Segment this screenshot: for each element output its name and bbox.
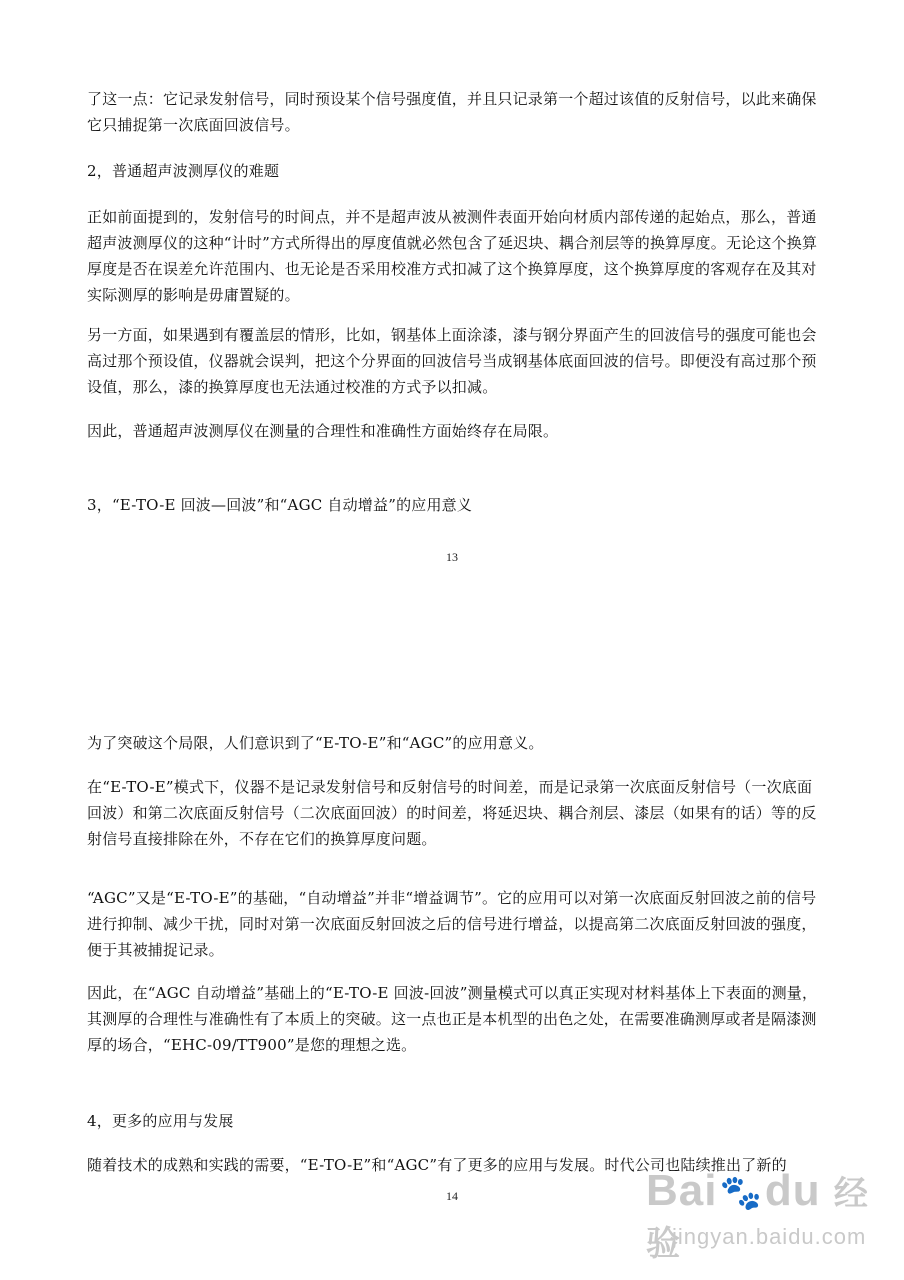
paragraph: 为了突破这个局限，人们意识到了“E-TO-E”和“AGC”的应用意义。 bbox=[87, 734, 544, 752]
paragraph: 因此，普通超声波测厚仪在测量的合理性和准确性方面始终存在局限。 bbox=[87, 422, 559, 440]
paragraph: 在“E-TO-E”模式下，仪器不是记录发射信号和反射信号的时间差，而是记录第一次底面反射信号（一次底面回波）和第二次底面反射信号（二次底面回波）的时间差，将延迟块、耦合剂层、漆层（如果有的话）等的反射信号直接排除在外，不存在它们的换算厚度问题。 bbox=[87, 778, 817, 848]
watermark-logo bbox=[646, 1166, 886, 1266]
paragraph: 另一方面，如果遇到有覆盖层的情形，比如，钢基体上面涂漆，漆与钢分界面产生的回波信号的强度可能也会高过那个预设值，仪器就会误判，把这个分界面的回波信号当成钢基体底面回波的信号。即便没有高过那个预设值，那么，漆的换算厚度也无法通过校准的方式予以扣减。 bbox=[87, 326, 817, 396]
watermark-url: jingyan.baidu.com bbox=[672, 1224, 867, 1249]
section-heading-2: 2，普通超声波测厚仪的难题 bbox=[87, 162, 280, 180]
watermark-logo-left: Bai bbox=[646, 1166, 718, 1215]
paragraph: 随着技术的成熟和实践的需要，“E-TO-E”和“AGC”有了更多的应用与发展。时代公司也陆续推出了新的 bbox=[87, 1156, 787, 1174]
paragraph: 了这一点：它记录发射信号，同时预设某个信号强度值，并且只记录第一个超过该值的反射信号，以此来确保它只捕捉第一次底面回波信号。 bbox=[87, 90, 817, 134]
paragraph: 正如前面提到的，发射信号的时间点，并不是超声波从被测件表面开始向材质内部传递的起始点，那么，普通超声波测厚仪的这种“计时”方式所得出的厚度值就必然包含了延迟块、耦合剂层等的换算厚度。无论这个换算厚度是否在误差允许范围内、也无论是否采用校准方式扣减了这个换算厚度，这个换算厚度的客观存在及其对实际测厚的影响是毋庸置疑的。 bbox=[87, 208, 818, 304]
baidu-jingyan-watermark bbox=[646, 1166, 886, 1266]
paragraph: “AGC”又是“E-TO-E”的基础，“自动增益”并非“增益调节”。它的应用可以对第一次底面反射回波之前的信号进行抑制、减少干扰，同时对第一次底面反射回波之后的信号进行增益，以提高第二次底面反射回波的强度，便于其被捕捉记录。 bbox=[87, 889, 817, 959]
watermark-logo-right: du bbox=[764, 1166, 821, 1215]
watermark-logo-cn: 经验 bbox=[646, 1175, 869, 1263]
paragraph: 因此，在“AGC 自动增益”基础上的“E-TO-E 回波-回波”测量模式可以真正实现对材料基体上下表面的测量，其测厚的合理性与准确性有了本质上的突破。这一点也正是本机型的出色之处，在需要准确测厚或者是隔漆测厚的场合，“EHC-09/TT900”是您的理想之选。 bbox=[87, 984, 818, 1054]
page-number: 14 bbox=[446, 1189, 458, 1203]
section-heading-4: 4，更多的应用与发展 bbox=[87, 1112, 234, 1130]
section-heading-3: 3，“E-TO-E 回波—回波”和“AGC 自动增益”的应用意义 bbox=[87, 496, 473, 514]
page-number: 13 bbox=[446, 550, 458, 564]
paw-icon: 🐾 bbox=[719, 1174, 763, 1213]
